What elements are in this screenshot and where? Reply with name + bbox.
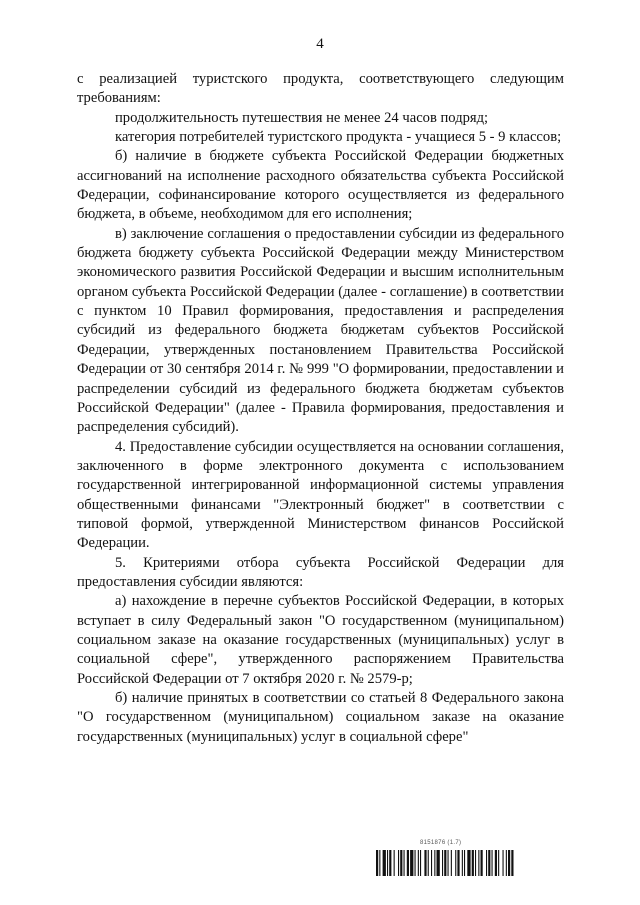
document-body bbox=[77, 70, 564, 747]
paragraph: б) наличие принятых в соответствии со статьей 8 Федерального закона "О государственном (муниципальном) социальном заказе на оказание государственных (муниципальных) услуг в социальной сфере" bbox=[77, 690, 564, 745]
paragraph: а) нахождение в перечне субъектов Российской Федерации, в которых вступает в силу Федеральный закон "О государственном (муниципальном) социальном заказе на оказание государственных (муниципальных) услуг в социальной сфере", утвержденного распоряжением Правительства Российской Федерации от 7 октября 2020 г. № 2579-р; bbox=[77, 593, 564, 687]
barcode-icon bbox=[376, 850, 568, 876]
document-barcode bbox=[376, 840, 568, 880]
paragraph: с реализацией туристского продукта, соответствующего следующим требованиям: bbox=[77, 71, 564, 107]
paragraph: б) наличие в бюджете субъекта Российской Федерации бюджетных ассигнований на исполнение расходного обязательства субъекта Российской Федерации, софинансирование которого осуществляется из федерального бюджета, в объеме, необходимом для его исполнения; bbox=[77, 148, 564, 223]
page-number: 4 bbox=[316, 36, 324, 52]
paragraph: в) заключение соглашения о предоставлении субсидии из федерального бюджета бюджету субъекта Российской Федерации между Министерством экономического развития Российской Федерации и высшим исполнительным органом субъекта Российской Федерации (далее - соглашение) в соответствии с пунктом 10 Правил формирования, предоставления и распределения субсидий из федерального бюджета бюджетам субъектов Российской Федерации, утвержденных постановлением Правительства Российской Федерации от 30 сентября 2014 г. № 999 "О формировании, предоставлении и распределении субсидий из федерального бюджета бюджетам субъектов Российской Федерации" (далее - Правила формирования, предоставления и распределения субсидий). bbox=[77, 225, 564, 436]
paragraph: 5. Критериями отбора субъекта Российской Федерации для предоставления субсидии являются: bbox=[77, 554, 564, 590]
paragraph: 4. Предоставление субсидии осуществляется на основании соглашения, заключенного в форме электронного документа с использованием государственной интегрированной информационной системы управления общественными финансами "Электронный бюджет" в соответствии с типовой формой, утвержденной Министерством финансов Российской Федерации. bbox=[77, 438, 564, 552]
paragraph: категория потребителей туристского продукта - учащиеся 5 - 9 классов; bbox=[115, 129, 562, 146]
barcode-caption: 8151876 (1.7) bbox=[420, 840, 462, 846]
paragraph: продолжительность путешествия не менее 24 часов подряд; bbox=[115, 109, 489, 126]
